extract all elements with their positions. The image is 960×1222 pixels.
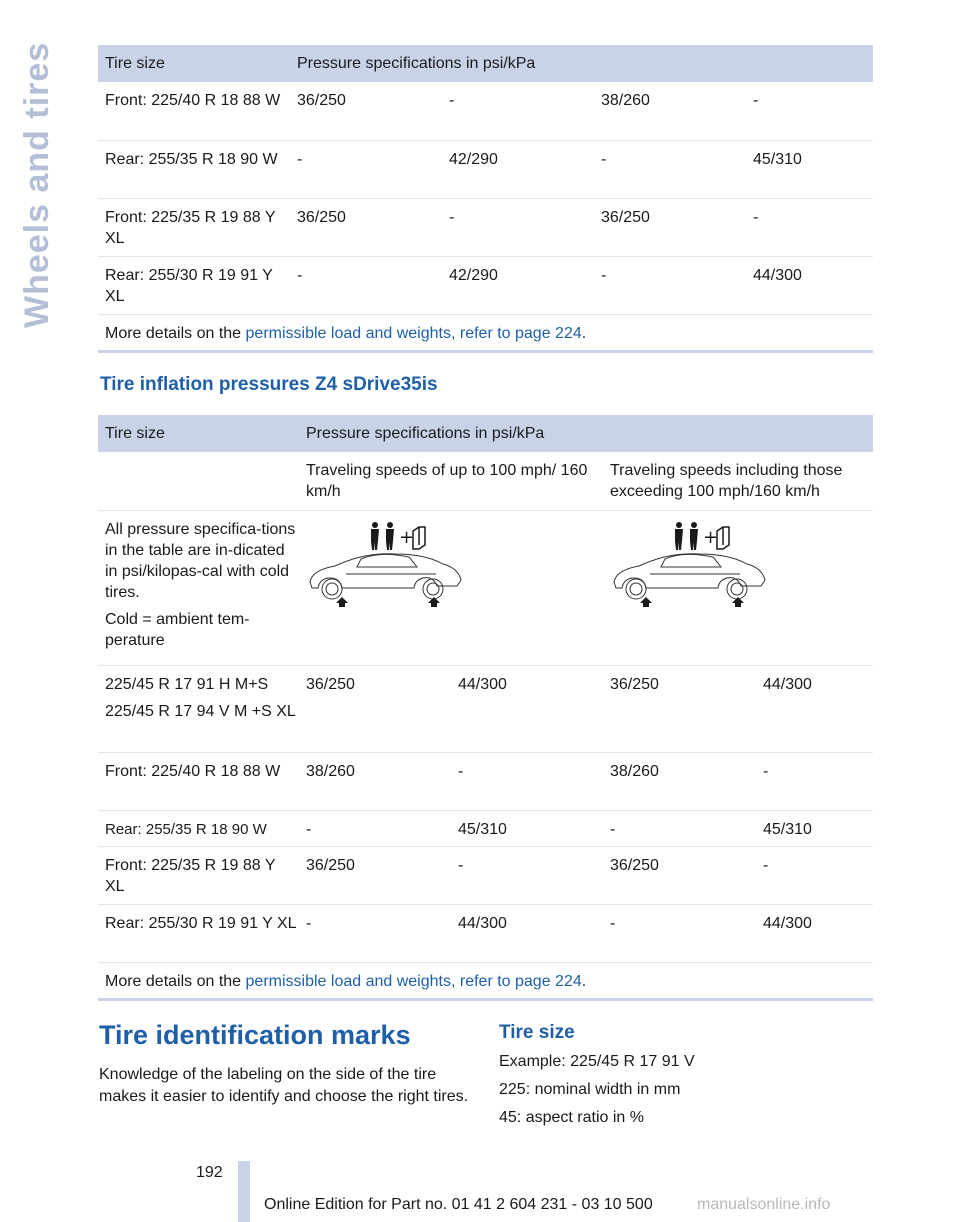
tire-size-cell: Front: 225/35 R 19 88 Y XL	[105, 208, 276, 247]
arrow-up-icon	[336, 597, 440, 607]
pressure-cell: 36/250	[601, 208, 650, 226]
tire-id-body: Knowledge of the labeling on the side of the tire makes it easier to identify and choose the right tires.	[99, 1066, 469, 1105]
pressure-cell: 42/290	[449, 150, 498, 168]
tire-size-text: 225/45 R 17 91 H M+S	[105, 675, 269, 693]
luggage-icon	[413, 527, 425, 549]
section-heading: Tire inflation pressures Z4 sDrive35is	[100, 374, 438, 395]
pressure-cell: -	[297, 150, 303, 168]
pressure-cell: -	[449, 92, 455, 109]
note-suffix: .	[581, 324, 587, 342]
note-text: More details on the	[105, 972, 246, 990]
footer-bar	[238, 1161, 250, 1222]
pressure-cell: 36/250	[306, 856, 355, 874]
pressure-cell: 44/300	[763, 675, 812, 693]
table-row	[98, 256, 873, 314]
pressure-cell: -	[449, 208, 455, 226]
pressure-cell: 38/260	[601, 92, 650, 109]
pressure-cell: 45/310	[458, 820, 507, 838]
tire-size-cell: Front: 225/35 R 19 88 Y XL	[105, 856, 276, 895]
pressure-cell: 38/260	[306, 762, 355, 780]
pressure-cell: 36/250	[306, 675, 355, 693]
pressure-cell: 36/250	[610, 675, 659, 693]
pressure-cell: -	[610, 820, 616, 838]
page-reference-link[interactable]: permissible load and weights, refer to page 224	[245, 972, 582, 990]
pressure-cell: -	[601, 266, 607, 284]
car-side-icon	[614, 553, 765, 598]
pressure-cell: 45/310	[763, 820, 812, 838]
speed-header-row	[98, 452, 873, 510]
tire-size-cell	[98, 665, 299, 752]
note-text: More details on the	[105, 324, 246, 342]
page-reference-link[interactable]: permissible load and weights, refer to page 224	[245, 324, 582, 342]
table-row	[98, 140, 873, 198]
person-icon	[675, 522, 683, 550]
table-row	[98, 810, 873, 846]
pressure-cell: -	[763, 856, 769, 874]
pressure-cell: 36/250	[297, 92, 346, 109]
footer-text: Online Edition for Part no. 01 41 2 604 231 - 03 10 500	[264, 1196, 653, 1213]
tire-size-body	[499, 1051, 859, 1135]
header-tire-size: Tire size	[98, 45, 290, 82]
tire-size-cell: Rear: 255/35 R 18 90 W	[105, 150, 278, 168]
table-note	[98, 314, 873, 351]
tire-size-cell: Rear: 255/30 R 19 91 Y XL	[105, 266, 273, 305]
tire-size-cell: Front: 225/40 R 18 88 W	[105, 762, 281, 780]
tire-size-line: Example: 225/45 R 17 91 V	[499, 1053, 695, 1070]
car-load-illustration	[306, 519, 476, 609]
pressure-cell: 44/300	[753, 266, 802, 284]
table-row	[98, 82, 873, 140]
table-note	[98, 962, 873, 999]
car-load-illustration	[610, 519, 780, 609]
header-pressure-spec: Pressure specifications in psi/kPa	[290, 45, 873, 82]
table-row	[98, 752, 873, 810]
pressure-cell: 44/300	[458, 675, 507, 693]
chapter-side-title: Wheels and tires	[18, 42, 56, 329]
tire-size-cell: Rear: 255/30 R 19 91 Y XL	[105, 914, 297, 932]
pressure-cell: 36/250	[610, 856, 659, 874]
table-row	[98, 198, 873, 256]
tire-size-line: 225: nominal width in mm	[499, 1081, 681, 1098]
person-icon	[690, 522, 698, 550]
pressure-cell: 42/290	[449, 266, 498, 284]
table-note-row	[98, 962, 873, 999]
pressure-cell: 44/300	[458, 914, 507, 932]
speed-low-label: Traveling speeds of up to 100 mph/ 160 km/h	[306, 462, 588, 500]
pressure-cell: 38/260	[610, 762, 659, 780]
table-row	[98, 665, 873, 752]
empty-cell	[98, 452, 299, 510]
cold-text: Cold = ambient tem-perature	[105, 610, 250, 649]
load-illustration-low	[299, 510, 603, 665]
svg-text:+: +	[399, 526, 415, 548]
header-pressure-spec: Pressure specifications in psi/kPa	[299, 415, 873, 452]
pressure-cell: -	[458, 856, 464, 874]
table-row	[98, 846, 873, 904]
pressure-cell: -	[763, 762, 769, 780]
info-cell	[98, 510, 299, 665]
person-icon	[371, 522, 379, 550]
pressure-table-2	[98, 415, 873, 1001]
page-number: 192	[196, 1164, 223, 1181]
tire-size-line: 45: aspect ratio in %	[499, 1109, 644, 1126]
pressure-cell: -	[458, 762, 464, 780]
tire-size-heading: Tire size	[499, 1022, 575, 1043]
header-tire-size: Tire size	[98, 415, 299, 452]
pressure-table-1	[98, 45, 873, 353]
pressure-cell: -	[753, 92, 759, 109]
pressure-cell: 45/310	[753, 150, 802, 168]
tire-id-heading: Tire identification marks	[99, 1020, 411, 1050]
load-illustration-high	[603, 510, 873, 665]
table-note-row	[98, 314, 873, 351]
luggage-icon	[717, 527, 729, 549]
person-icon	[386, 522, 394, 550]
pressure-cell: -	[297, 266, 303, 284]
watermark: manualsonline.info	[697, 1196, 831, 1213]
pressure-cell: -	[610, 914, 616, 932]
svg-text:+: +	[703, 526, 719, 548]
pressure-cell: -	[753, 208, 759, 226]
pressure-cell: -	[306, 914, 312, 932]
note-suffix: .	[581, 972, 587, 990]
pressure-cell: -	[601, 150, 607, 168]
load-illustration-row	[98, 510, 873, 665]
speed-high-label: Traveling speeds including those exceeding 100 mph/160 km/h	[610, 462, 843, 500]
pressure-cell: 36/250	[297, 208, 346, 226]
info-text: All pressure specifica-tions in the table are in-dicated in psi/kilopas-cal with cold tires.	[105, 520, 296, 601]
arrow-up-icon	[640, 597, 744, 607]
tire-size-cell: Front: 225/40 R 18 88 W	[105, 92, 281, 109]
car-side-icon	[310, 553, 461, 598]
tire-size-cell: Rear: 255/35 R 18 90 W	[105, 820, 267, 838]
tire-size-text-alt: 225/45 R 17 94 V M +S XL	[105, 702, 296, 720]
pressure-cell: 44/300	[763, 914, 812, 932]
pressure-cell: -	[306, 820, 312, 838]
table-row	[98, 904, 873, 962]
